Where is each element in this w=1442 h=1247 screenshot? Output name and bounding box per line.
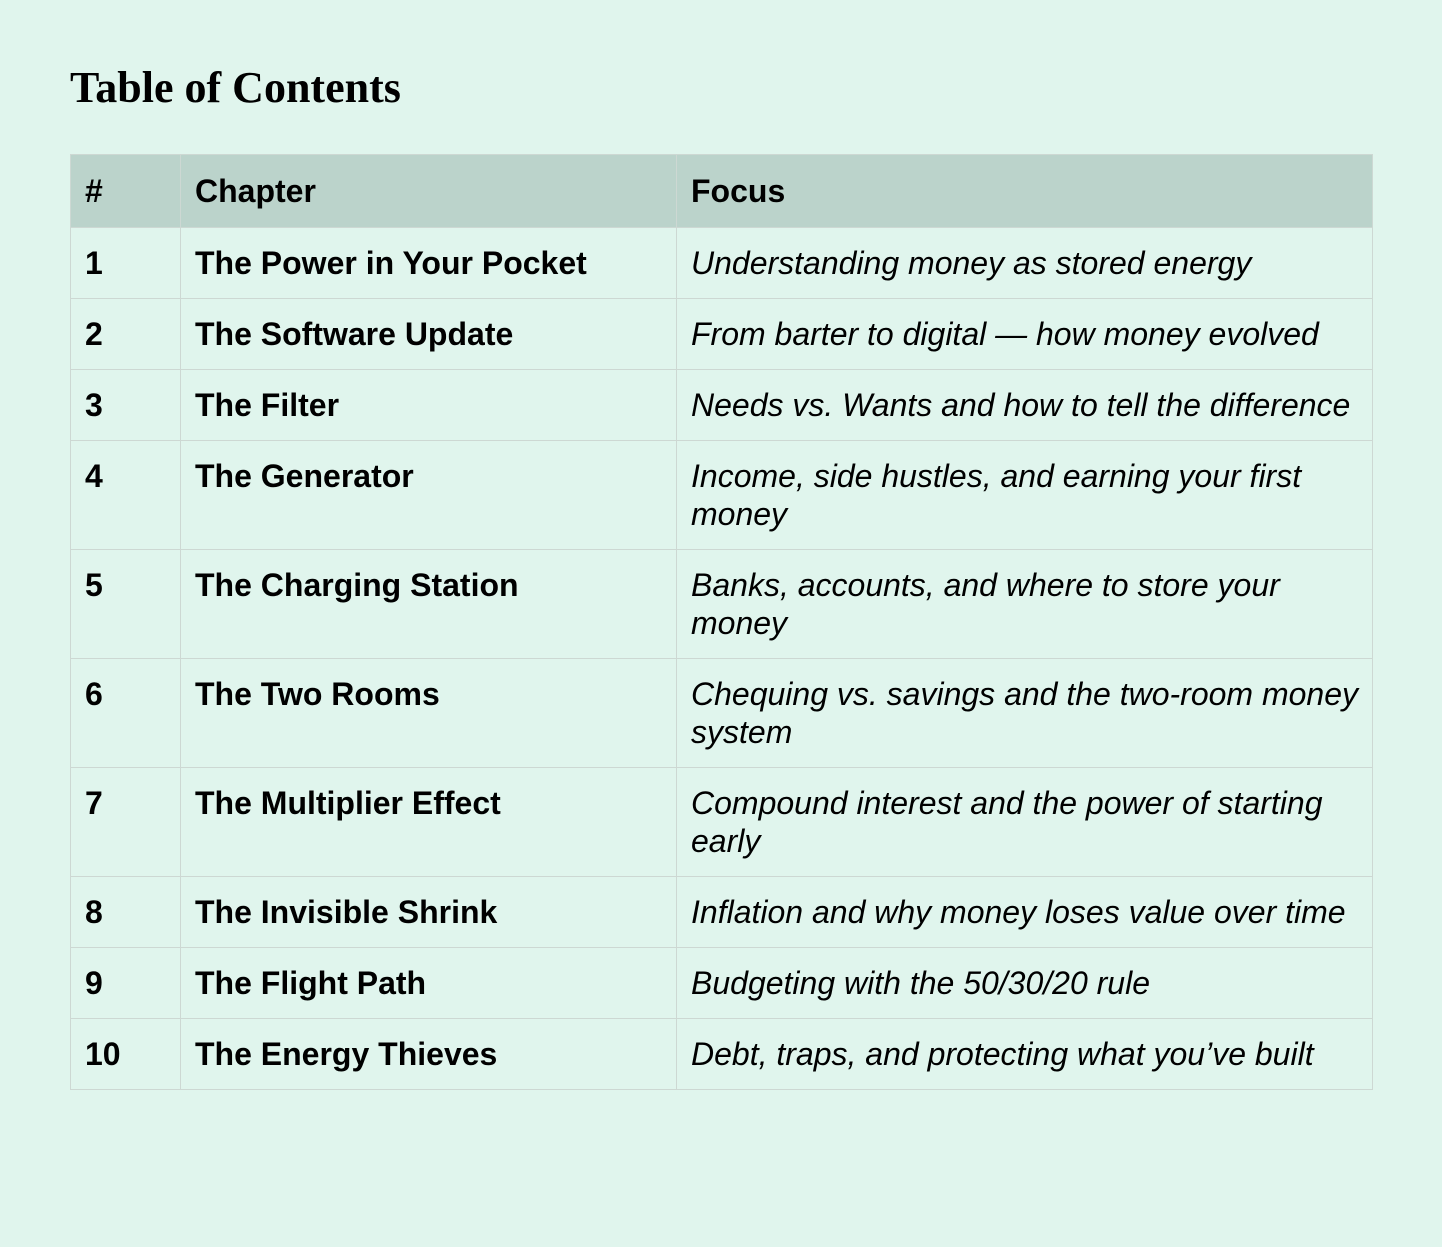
table-row bbox=[71, 877, 1373, 948]
chapter-title: The Power in Your Pocket bbox=[181, 228, 677, 299]
chapter-title: The Invisible Shrink bbox=[181, 877, 677, 948]
chapter-number: 9 bbox=[71, 948, 181, 1019]
chapter-focus: Understanding money as stored energy bbox=[677, 228, 1373, 299]
column-header-focus: Focus bbox=[677, 155, 1373, 228]
chapter-focus: Debt, traps, and protecting what you’ve built bbox=[677, 1019, 1373, 1090]
chapter-focus: Budgeting with the 50/30/20 rule bbox=[677, 948, 1373, 1019]
chapter-number: 3 bbox=[71, 370, 181, 441]
chapter-focus: Banks, accounts, and where to store your money bbox=[677, 550, 1373, 659]
chapter-focus: Compound interest and the power of starting early bbox=[677, 768, 1373, 877]
chapter-number: 2 bbox=[71, 299, 181, 370]
table-row bbox=[71, 659, 1373, 768]
chapter-title: The Generator bbox=[181, 441, 677, 550]
chapter-number: 4 bbox=[71, 441, 181, 550]
page-title: Table of Contents bbox=[70, 63, 401, 112]
chapter-number: 1 bbox=[71, 228, 181, 299]
header-row bbox=[71, 155, 1373, 228]
chapter-title: The Flight Path bbox=[181, 948, 677, 1019]
chapter-focus: Needs vs. Wants and how to tell the difference bbox=[677, 370, 1373, 441]
chapter-number: 6 bbox=[71, 659, 181, 768]
table-row bbox=[71, 948, 1373, 1019]
column-header-number: # bbox=[71, 155, 181, 228]
chapter-title: The Charging Station bbox=[181, 550, 677, 659]
chapter-focus: Income, side hustles, and earning your first money bbox=[677, 441, 1373, 550]
toc-table bbox=[70, 154, 1373, 1090]
table-row bbox=[71, 228, 1373, 299]
chapter-number: 8 bbox=[71, 877, 181, 948]
table-row bbox=[71, 299, 1373, 370]
table-row bbox=[71, 1019, 1373, 1090]
column-header-chapter: Chapter bbox=[181, 155, 677, 228]
table-row bbox=[71, 550, 1373, 659]
chapter-title: The Software Update bbox=[181, 299, 677, 370]
chapter-title: The Energy Thieves bbox=[181, 1019, 677, 1090]
chapter-title: The Filter bbox=[181, 370, 677, 441]
table-header bbox=[71, 155, 1373, 228]
chapter-number: 10 bbox=[71, 1019, 181, 1090]
chapter-number: 7 bbox=[71, 768, 181, 877]
table-row bbox=[71, 768, 1373, 877]
chapter-focus: Inflation and why money loses value over time bbox=[677, 877, 1373, 948]
chapter-title: The Multiplier Effect bbox=[181, 768, 677, 877]
chapter-title: The Two Rooms bbox=[181, 659, 677, 768]
table-row bbox=[71, 441, 1373, 550]
table-body bbox=[71, 228, 1373, 1090]
table-row bbox=[71, 370, 1373, 441]
chapter-focus: From barter to digital — how money evolved bbox=[677, 299, 1373, 370]
chapter-focus: Chequing vs. savings and the two-room money system bbox=[677, 659, 1373, 768]
chapter-number: 5 bbox=[71, 550, 181, 659]
